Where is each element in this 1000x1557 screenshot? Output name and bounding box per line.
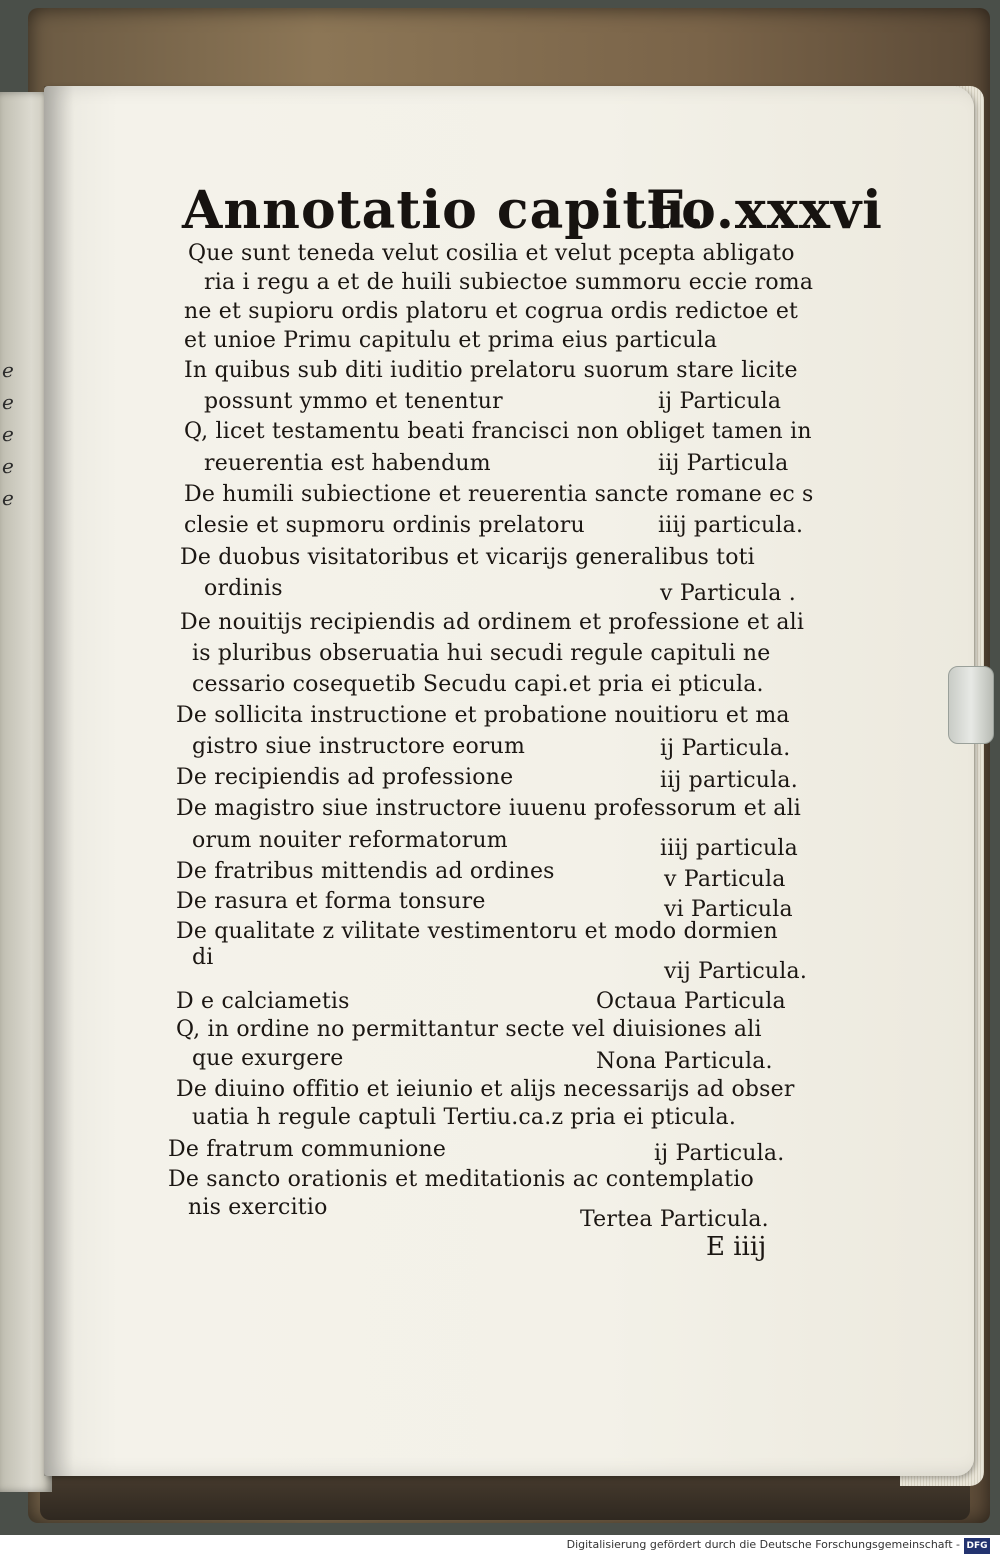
dfg-logo: DFG xyxy=(964,1538,990,1554)
text-line: De sollicita instructione et probatione nouitioru et ma xyxy=(176,703,790,728)
particula-label: iiij particula. xyxy=(658,513,804,538)
text-line: reuerentia est habendum xyxy=(204,451,491,476)
text-line: que exurgere xyxy=(192,1046,344,1071)
left-fragment-char: e xyxy=(2,454,14,478)
text-line: possunt ymmo et tenentur xyxy=(204,389,503,414)
text-line: De fratrum communione xyxy=(168,1137,447,1162)
text-line: ria i regu a et de huili subiectoe summoru eccie roma xyxy=(204,270,814,295)
folio-number: Fo.xxxvi xyxy=(646,180,883,241)
gutter-shadow xyxy=(44,86,74,1476)
text-line: De sancto orationis et meditationis ac contemplatio xyxy=(168,1167,754,1192)
footer-bar xyxy=(0,1535,1000,1557)
particula-label: vi Particula xyxy=(664,897,793,922)
text-line: De rasura et forma tonsure xyxy=(176,889,486,914)
particula-label: iij particula. xyxy=(660,768,798,793)
text-line: D e calciametis xyxy=(176,989,350,1014)
text-line: ordinis xyxy=(204,576,283,601)
particula-label: ij Particula. xyxy=(654,1141,785,1166)
left-fragment-char: e xyxy=(2,358,14,382)
left-fragment-char: e xyxy=(2,486,14,510)
left-fragment-char: e xyxy=(2,422,14,446)
text-line: di xyxy=(192,945,214,970)
text-line: is pluribus obseruatia hui secudi regule capituli ne xyxy=(192,641,771,666)
text-line: Que sunt teneda velut cosilia et velut pcepta abligato xyxy=(188,241,795,266)
left-page-fragment xyxy=(2,354,16,514)
text-line: De recipiendis ad professione xyxy=(176,765,514,790)
text-line: De magistro siue instructore iuuenu professorum et ali xyxy=(176,796,802,821)
text-line: ne et supioru ordis platoru et cogrua ordis redictoe et xyxy=(184,299,799,324)
text-line: De humili subiectione et reuerentia sancte romane ec s xyxy=(184,482,814,507)
particula-label: Nona Particula. xyxy=(596,1049,773,1074)
signature-mark: E iiij xyxy=(706,1232,767,1262)
particula-label: ij Particula. xyxy=(660,736,791,761)
text-line: De nouitijs recipiendis ad ordinem et professione et ali xyxy=(180,610,805,635)
text-line: orum nouiter reformatorum xyxy=(192,828,508,853)
text-line: In quibus sub diti iuditio prelatoru suorum stare licite xyxy=(184,358,798,383)
text-line: De qualitate z vilitate vestimentoru et modo dormien xyxy=(176,919,778,944)
text-line: De duobus visitatoribus et vicarijs generalibus toti xyxy=(180,545,755,570)
text-line: gistro siue instructore eorum xyxy=(192,734,526,759)
particula-label: iij Particula xyxy=(658,451,789,476)
running-head: Annotatio capitu. xyxy=(182,180,706,241)
funding-credit: Digitalisierung gefördert durch die Deutsche Forschungsgemeinschaft - xyxy=(566,1538,960,1551)
particula-label: v Particula . xyxy=(660,581,796,606)
left-fragment-char: e xyxy=(2,390,14,414)
particula-label: vij Particula. xyxy=(664,959,808,984)
text-line: Q, licet testamentu beati francisci non obliget tamen in xyxy=(184,419,812,444)
text-line: clesie et supmoru ordinis prelatoru xyxy=(184,513,585,538)
particula-label: ij Particula xyxy=(658,389,782,414)
particula-label: iiij particula xyxy=(660,836,798,861)
particula-label: v Particula xyxy=(664,867,786,892)
text-line: De fratribus mittendis ad ordines xyxy=(176,859,555,884)
text-line: cessario cosequetib Secudu capi.et pria ei pticula. xyxy=(192,672,764,697)
text-line: et unioe Primu capitulu et prima eius particula xyxy=(184,328,718,353)
text-line: Q, in ordine no permittantur secte vel diuisiones ali xyxy=(176,1017,762,1042)
page-clip-marker xyxy=(948,666,994,744)
text-line: nis exercitio xyxy=(188,1195,328,1220)
text-line: uatia h regule captuli Tertiu.ca.z pria ei pticula. xyxy=(192,1105,737,1130)
text-line: De diuino offitio et ieiunio et alijs necessarijs ad obser xyxy=(176,1077,795,1102)
particula-label: Octaua Particula xyxy=(596,989,786,1014)
particula-label: Tertea Particula. xyxy=(580,1207,769,1232)
